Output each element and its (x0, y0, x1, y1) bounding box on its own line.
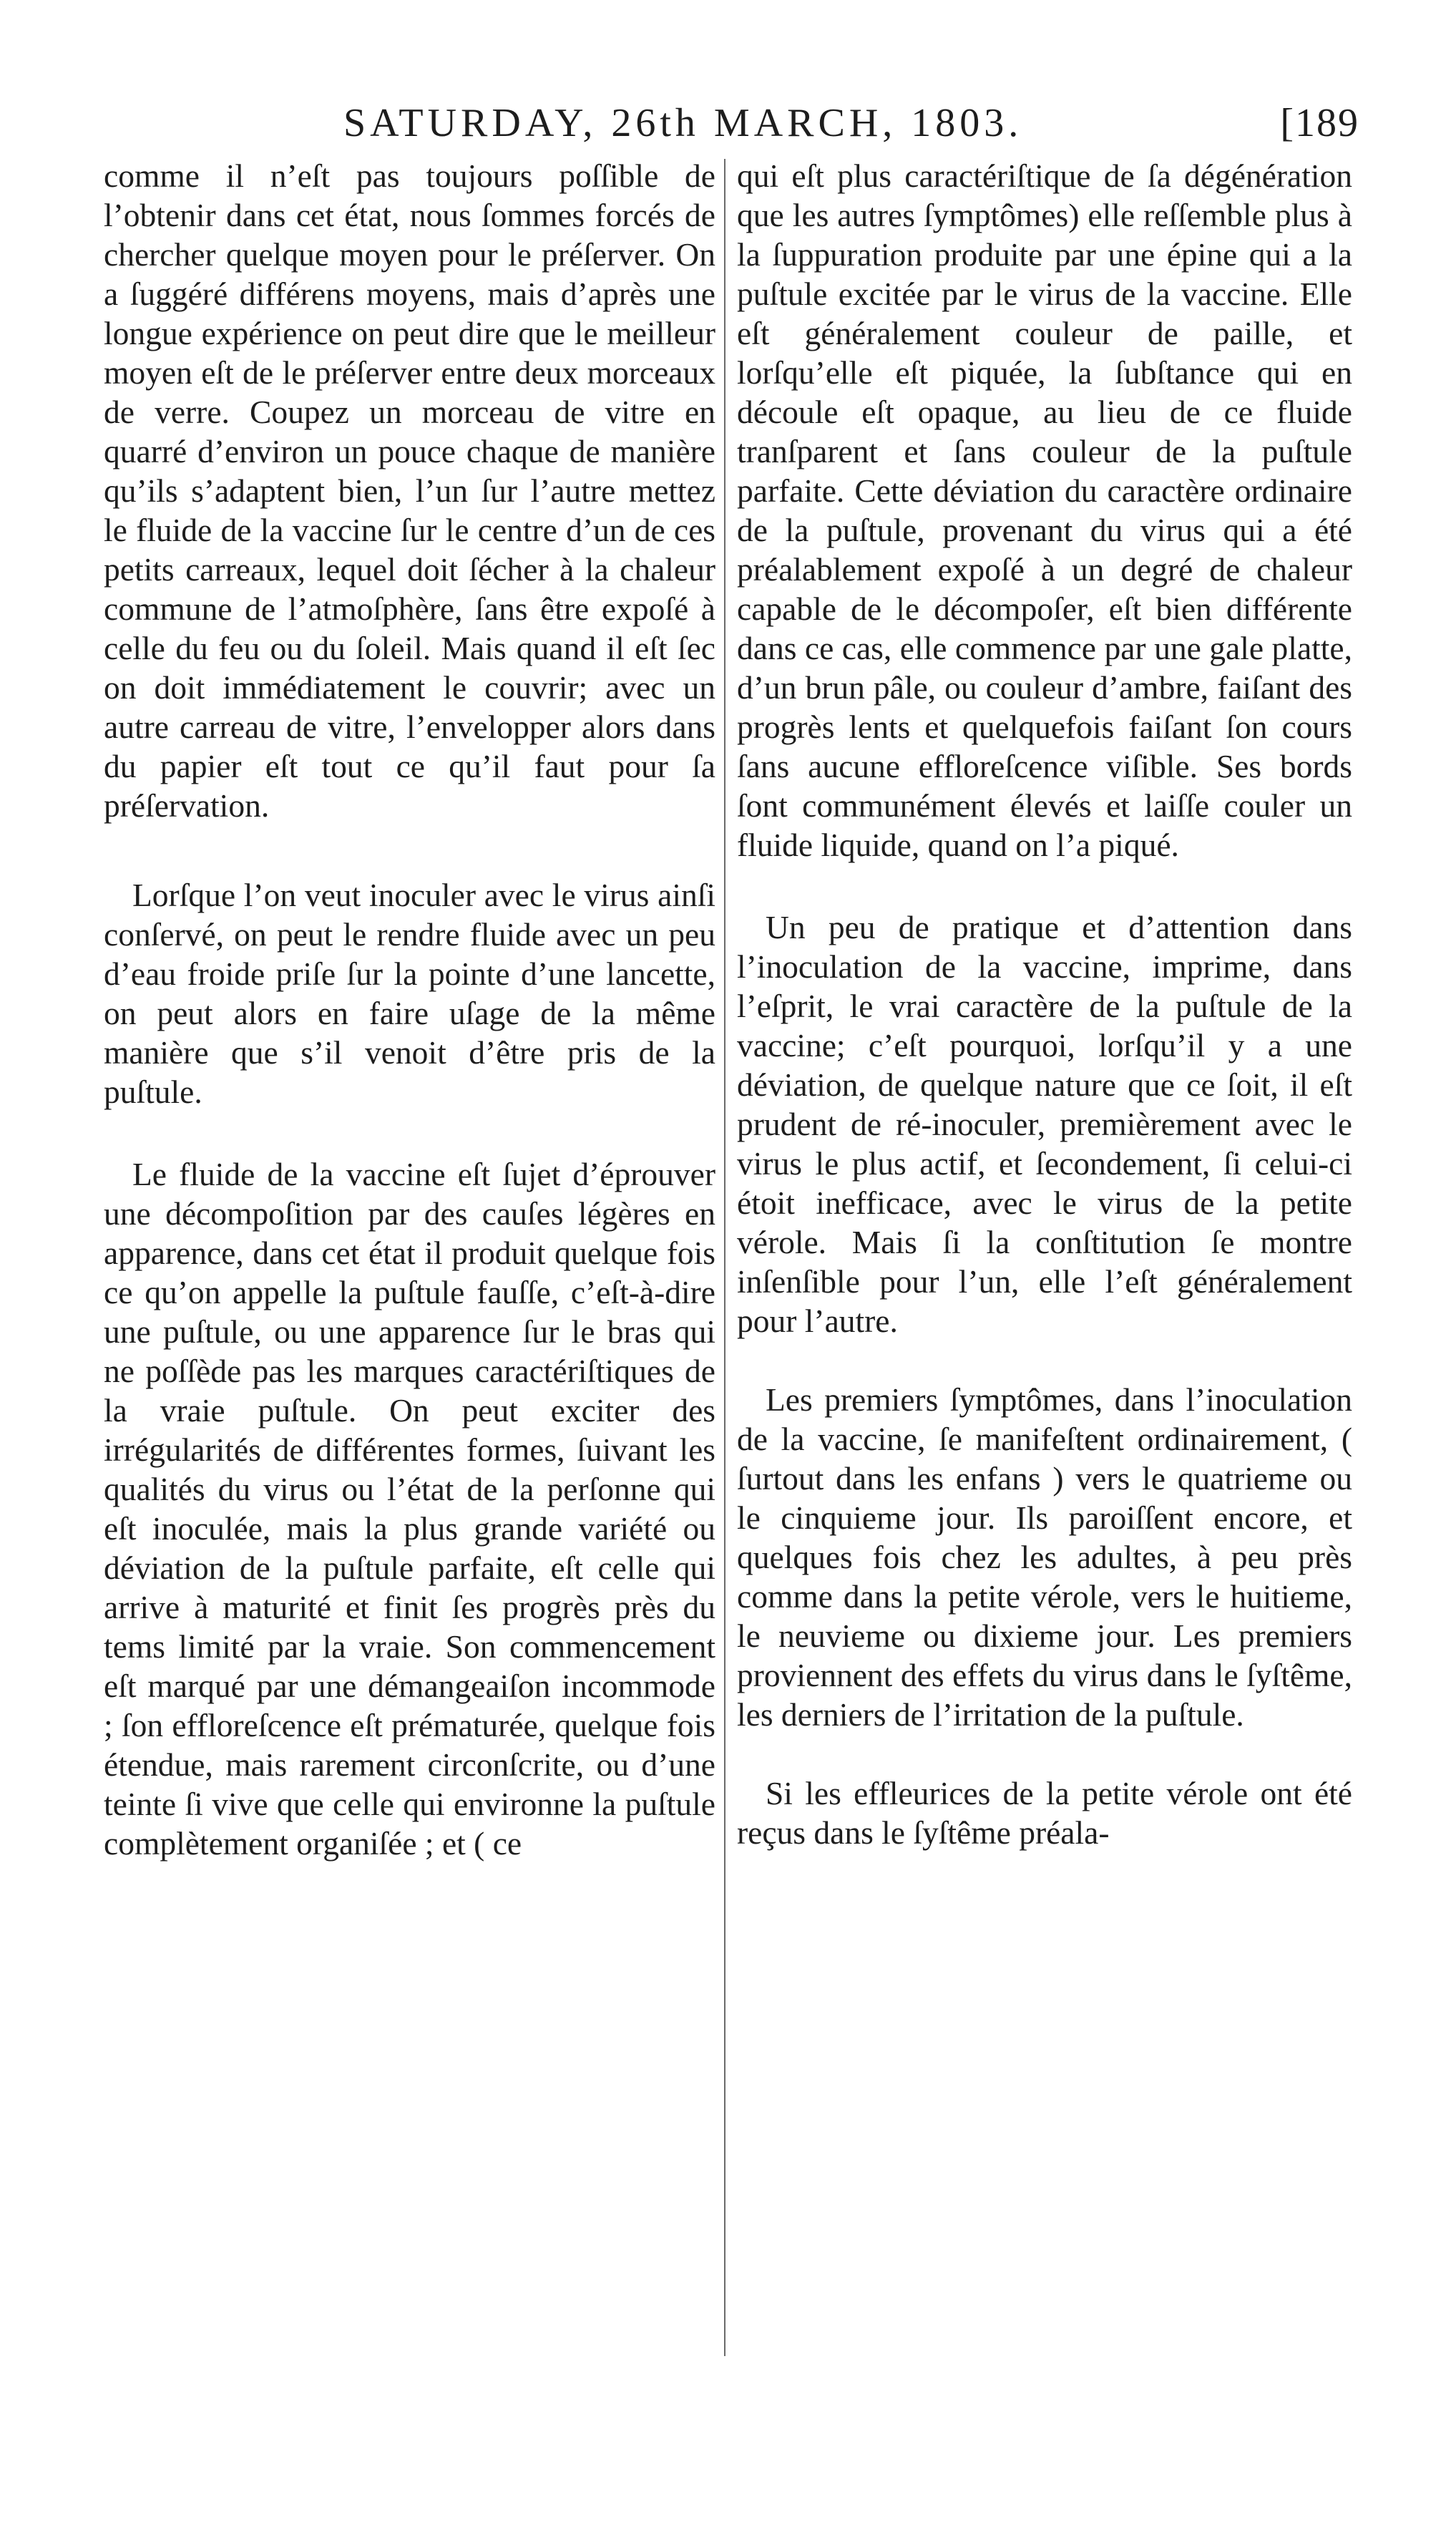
right-paragraph-4: Si les effleurices de la petite vérole ont été reçus dans le ſyſtême préala- (737, 1775, 1352, 1851)
right-column (737, 156, 1352, 1852)
right-paragraph-3: Les premiers ſymptômes, dans l’inoculation de la vaccine, ſe manifeſtent ordinairement, ( ſurtout dans les enfans ) vers le quatrieme ou le cinquieme jour. Ils paroiſſent encore, et quelques fois chez les adultes, à peu près comme dans la petite vérole, vers le huitieme, le neuvieme ou dixieme jour. Les premiers proviennent des effets du virus dans le ſyſtême, les derniers de l’irritation de la puſtule. (737, 1381, 1352, 1733)
running-title: SATURDAY, 26th MARCH, 1803. (343, 101, 1023, 145)
right-paragraph-2: Un peu de pratique et d’attention dans l’inoculation de la vaccine, imprime, dans l’eſprit, le vrai caractère de la puſtule de la vaccine; c’eſt pourquoi, lorſqu’il y a une déviation, de quelque nature que ce ſoit, il eſt prudent de ré-inoculer, premièrement avec le virus le plus actif, et ſecondement, ſi celui-ci étoit inefficace, avec le virus de la petite vérole. Mais ſi la conſtitution ſe montre inſenſible pour l’un, elle l’eſt généralement pour l’autre. (737, 909, 1352, 1339)
page-header (343, 100, 1359, 157)
left-column (104, 156, 715, 1863)
left-paragraph-2: Lorſque l’on veut inoculer avec le virus ainſi conſervé, on peut le rendre fluide avec un peu d’eau froide priſe ſur la pointe d’une lancette, on peut alors en faire uſage de la même manière que s’il venoit d’être pris de la puſtule. (104, 877, 715, 1110)
left-paragraph-3: Le fluide de la vaccine eſt ſujet d’éprouver une décompoſition par des cauſes légères en apparence, dans cet état il produit quelque fois ce qu’on appelle la puſtule fauſſe, c’eſt-à-dire une puſtule, ou une apparence ſur le bras qui ne poſſède pas les marques caractériſtiques de la vraie puſtule. On peut exciter des irrégularités de différentes formes, ſuivant les qualités du virus ou l’état de la perſonne qui eſt inoculée, mais la plus grande variété ou déviation de la puſtule parfaite, eſt celle qui arrive à maturité et finit ſes progrès près du tems limité par la vraie. Son commencement eſt marqué par une démangeaiſon incommode ; ſon effloreſcence eſt prématurée, quelque fois étendue, mais rarement circonſcrite, ou d’une teinte ſi vive que celle qui environne la puſtule complètement organiſée ; et ( ce (104, 1156, 715, 1862)
page-number: [189 (1280, 101, 1359, 145)
right-paragraph-1: qui eſt plus caractériſtique de ſa dégénération que les autres ſymptômes) elle reſſemble plus à la ſuppuration produite par une épine qui a la puſtule excitée par le virus de la vaccine. Elle eſt généralement couleur de paille, et lorſqu’elle eſt piquée, la ſubſtance qui en découle eſt opaque, au lieu de ce fluide tranſparent et ſans couleur de la puſtule parfaite. Cette déviation du caractère ordinaire de la puſtule, provenant du virus qui a été préalablement expoſé à un degré de chaleur capable de le décompoſer, eſt bien différente dans ce cas, elle commence par une gale platte, d’un brun pâle, ou couleur d’ambre, faiſant des progrès lents et quelquefois faiſant ſon cours ſans aucune effloreſcence viſible. Ses bords ſont communément élevés et laiſſe couler un fluide liquide, quand on l’a piqué. (737, 157, 1352, 863)
column-divider (724, 159, 725, 2356)
left-paragraph-1: comme il n’eſt pas toujours poſſible de l’obtenir dans cet état, nous ſommes forcés de chercher quelque moyen pour le préſerver. On a ſuggéré différens moyens, mais d’après une longue expérience on peut dire que le meilleur moyen eſt de le préſerver entre deux morceaux de verre. Coupez un morceau de vitre en quarré d’environ un pouce chaque de manière qu’ils s’adaptent bien, l’un ſur l’autre mettez le fluide de la vaccine ſur le centre d’un de ces petits carreaux, lequel doit ſécher à la chaleur commune de l’atmoſphère, ſans être expoſé à celle du feu ou du ſoleil. Mais quand il eſt ſec on doit immédiatement le couvrir; avec un autre carreau de vitre, l’envelopper alors dans du papier eſt tout ce qu’il faut pour ſa préſervation. (104, 157, 715, 824)
